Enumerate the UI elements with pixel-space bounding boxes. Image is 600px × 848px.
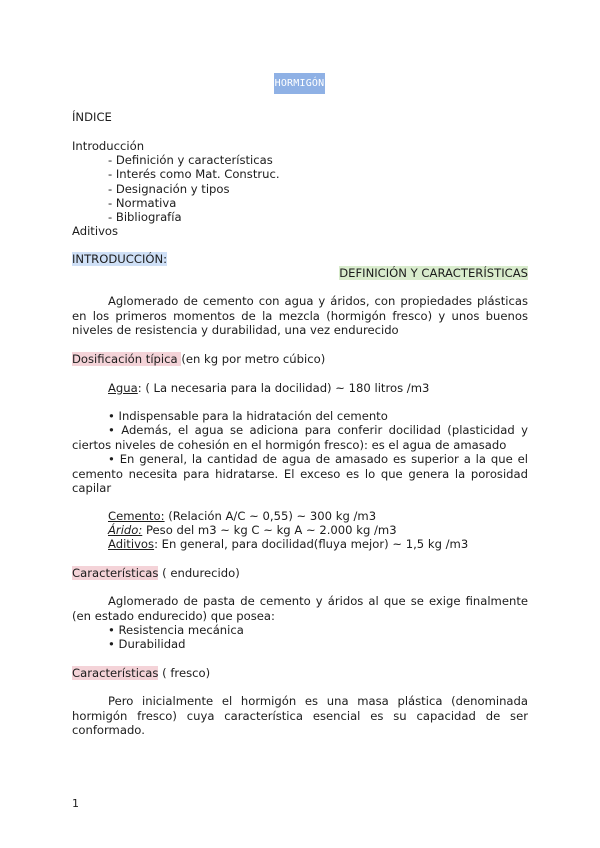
aditivos-text: : En general, para docilidad(fluya mejor) ~ 1,5 kg /m3 bbox=[154, 537, 469, 551]
arido-line bbox=[108, 523, 397, 538]
section-heading: INTRODUCCIÓN: bbox=[72, 252, 168, 266]
aditivos-label: Aditivos bbox=[108, 537, 155, 551]
section-subheading: DEFINICIÓN Y CARACTERÍSTICAS bbox=[339, 266, 528, 280]
arido-label: Árido: bbox=[108, 523, 143, 537]
page-number: 1 bbox=[72, 797, 79, 810]
cemento-text: (Relación A/C ~ 0,55) ~ 300 kg /m3 bbox=[164, 509, 377, 523]
endurecido-bullet: • Resistencia mecánica bbox=[108, 623, 244, 637]
agua-bullet: • En general, la cantidad de agua de amasado es superior a la que el cemento necesita para hidratarse. El exceso es lo que genera la porosidad capilar bbox=[72, 452, 528, 495]
fresco-paragraph: Pero inicialmente el hormigón es una masa plástica (denominada hormigón fresco) cuya característica esencial es su capacidad de ser conformado. bbox=[72, 694, 528, 737]
agua-bullet: • Además, el agua se adiciona para conferir docilidad (plasticidad y ciertos niveles de cohesión en el hormigón fresco): es el agua de amasado bbox=[72, 423, 528, 452]
cemento-line bbox=[108, 509, 376, 524]
cemento-label: Cemento: bbox=[108, 509, 165, 523]
dosificacion-heading bbox=[72, 352, 325, 367]
index-extra: Aditivos bbox=[72, 224, 119, 238]
fresco-heading bbox=[72, 666, 210, 681]
index-heading: ÍNDICE bbox=[72, 110, 112, 124]
agua-bullet: • Indispensable para la hidratación del cemento bbox=[108, 409, 388, 423]
endurecido-label: Características bbox=[72, 566, 159, 580]
index-item: - Normativa bbox=[108, 196, 177, 210]
index-intro: Introducción bbox=[72, 139, 145, 153]
dosificacion-label: Dosificación típica bbox=[72, 352, 182, 366]
index-item: - Bibliografía bbox=[108, 210, 182, 224]
index-item: - Definición y características bbox=[108, 153, 273, 167]
fresco-suffix: ( fresco) bbox=[158, 666, 211, 680]
aditivos-line bbox=[108, 537, 468, 552]
endurecido-bullet: • Durabilidad bbox=[108, 637, 186, 651]
endurecido-suffix: ( endurecido) bbox=[158, 566, 240, 580]
agua-line bbox=[108, 381, 429, 396]
index-item: - Interés como Mat. Construc. bbox=[108, 167, 280, 181]
dosificacion-suffix: (en kg por metro cúbico) bbox=[181, 352, 326, 366]
agua-text: : ( La necesaria para la docilidad) ~ 180 litros /m3 bbox=[137, 381, 430, 395]
arido-text: Peso del m3 ~ kg C ~ kg A ~ 2.000 kg /m3 bbox=[142, 523, 397, 537]
definition-paragraph: Aglomerado de cemento con agua y áridos, con propiedades plásticas en los primeros momentos de la mezcla (hormigón fresco) y unos buenos niveles de resistencia y durabilidad, una vez endurecido bbox=[72, 294, 528, 337]
index-item: - Designación y tipos bbox=[108, 182, 230, 196]
document-title: HORMIGÓN bbox=[274, 73, 325, 94]
agua-label: Agua bbox=[108, 381, 138, 395]
endurecido-paragraph: Aglomerado de pasta de cemento y áridos al que se exige finalmente (en estado endurecido) que posea: bbox=[72, 594, 528, 623]
fresco-label: Características bbox=[72, 666, 159, 680]
endurecido-heading bbox=[72, 566, 240, 581]
